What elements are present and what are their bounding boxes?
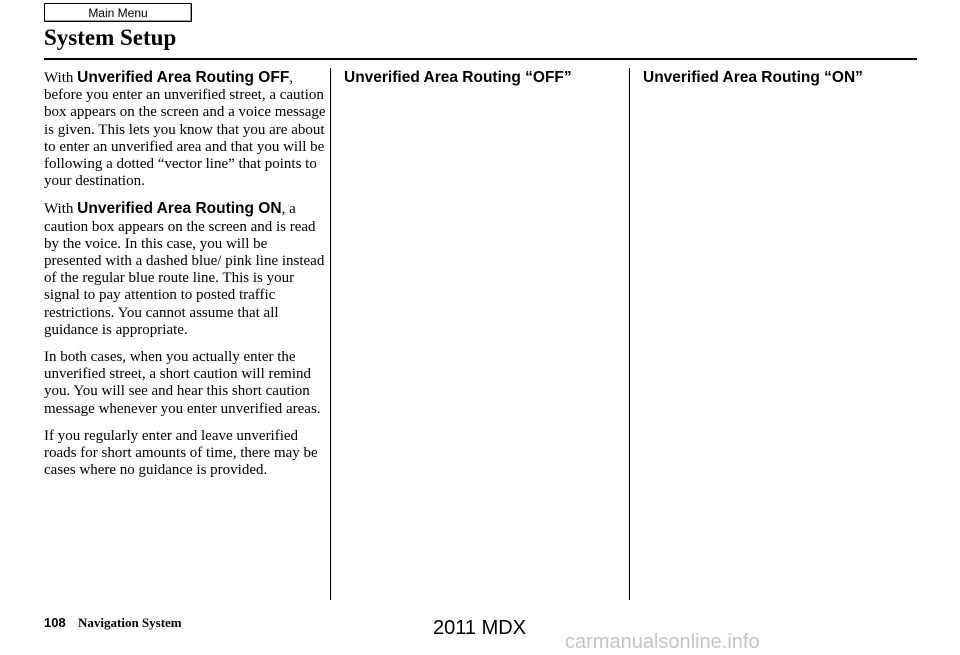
- term-routing-on: Unverified Area Routing ON: [77, 200, 282, 218]
- page-number: 108: [44, 615, 66, 630]
- heading-routing-off: Unverified Area Routing “OFF”: [344, 69, 572, 86]
- paragraph-lead: With: [44, 70, 78, 86]
- paragraph-lead: With: [44, 201, 78, 218]
- term-routing-off: Unverified Area Routing OFF: [77, 69, 290, 86]
- main-menu-button[interactable]: Main Menu: [44, 3, 192, 22]
- column-divider-right: [629, 68, 630, 600]
- section-label: Navigation System: [78, 615, 182, 630]
- paragraph-short-amounts: If you regularly enter and leave unverified roads for short amounts of time, there may be cases where no guidance is provided.: [44, 427, 318, 479]
- paragraph-both-cases: In both cases, when you actually enter the unverified street, a short caution will remind you. You will see and hear this short caution message whenever you enter unverified areas.: [44, 349, 321, 417]
- paragraph-routing-off: [44, 69, 326, 190]
- heading-routing-on: Unverified Area Routing “ON”: [643, 69, 863, 86]
- title-divider: [44, 58, 917, 60]
- paragraph-routing-on: [44, 200, 326, 339]
- body-text-column: [44, 69, 326, 489]
- site-watermark: carmanualsonline.info: [565, 631, 760, 653]
- model-watermark: 2011 MDX: [433, 617, 527, 639]
- paragraph-body: , a caution box appears on the screen and is read by the voice. In this case, you will be presented with a dashed blue/ pink line instead of the regular blue route line. This is your signal to pay attention to posted traffic restrictions. You cannot assume that all guidance is appropriate.: [44, 201, 325, 338]
- page-title: System Setup: [44, 25, 177, 50]
- column-divider-left: [330, 68, 331, 600]
- paragraph-body: , before you enter an unverified street, a caution box appears on the screen and a voice message is given. This lets you know that you are about to enter an unverified area and that you will be following a dotted “vector line” that points to your destination.: [44, 70, 326, 190]
